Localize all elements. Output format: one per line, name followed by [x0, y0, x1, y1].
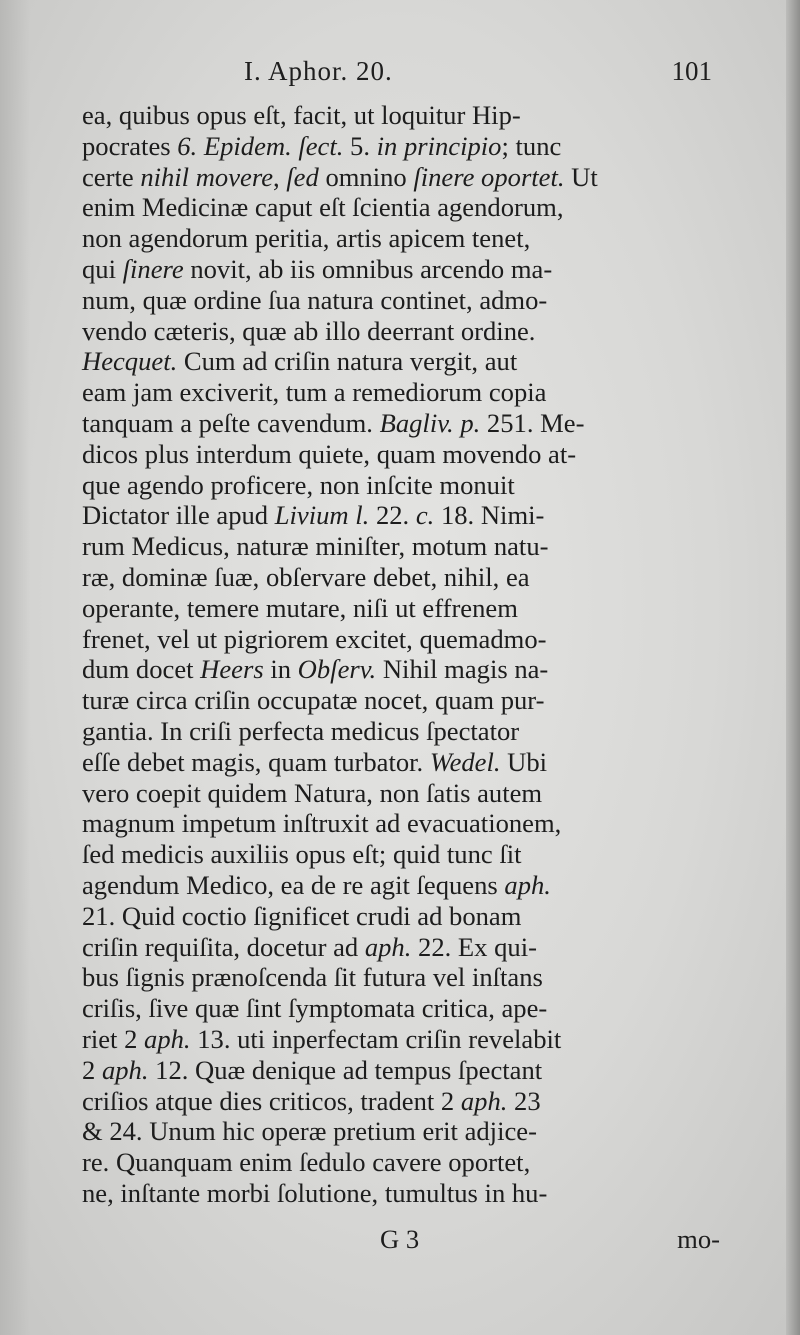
italic-text: ſinere oportet. [413, 161, 565, 192]
page-edge-shadow [0, 0, 30, 1335]
text-run: 23 [507, 1085, 541, 1116]
text-line [82, 439, 712, 470]
text-run: gantia. In criſi perfecta medicus ſpectator [82, 715, 520, 746]
text-line [82, 408, 712, 439]
text-run: qui [82, 253, 123, 284]
text-line [82, 932, 712, 963]
italic-text: ſed [286, 161, 319, 192]
text-run: Cum ad criſin natura vergit, aut [177, 346, 518, 377]
italic-text: Obſerv. [297, 654, 377, 685]
text-run: certe [82, 161, 141, 192]
italic-text: c. [415, 500, 435, 531]
italic-text: aph. [504, 869, 551, 900]
text-line [82, 562, 712, 593]
text-run: que agendo proficere, non inſcite monuit [82, 469, 515, 500]
text-run: criſios atque dies criticos, tradent 2 [82, 1085, 461, 1116]
body-text [82, 100, 712, 1209]
text-run: 22. Ex qui- [411, 931, 537, 962]
text-run: operante, temere mutare, niſi ut effrenem [82, 592, 518, 623]
italic-text: nihil movere [140, 161, 273, 192]
text-run: criſin requiſita, docetur ad [82, 931, 365, 962]
text-run: ne, inſtante morbi ſolutione, tumultus in hu- [82, 1177, 548, 1208]
text-run: 2 [82, 1054, 102, 1085]
text-line [82, 316, 712, 347]
text-line [82, 685, 712, 716]
italic-text: aph. [460, 1085, 508, 1116]
text-line [82, 285, 712, 316]
text-line [82, 254, 712, 285]
text-run: vero coepit quidem Natura, non ſatis autem [82, 777, 543, 808]
italic-text: aph. [144, 1023, 191, 1054]
text-run: riet 2 [82, 1023, 145, 1054]
text-line [82, 192, 712, 223]
text-line [82, 500, 712, 531]
text-run: dum docet [82, 654, 201, 685]
page-gutter [786, 0, 800, 1335]
text-line [82, 346, 712, 377]
text-line [82, 654, 712, 685]
text-line [82, 1147, 712, 1178]
text-run: non agendorum peritia, artis apicem tenet, [82, 223, 531, 254]
italic-text: Bagliv. p. [379, 407, 481, 438]
running-head: I. Aphor. 20. [244, 56, 393, 86]
text-line [82, 1178, 712, 1209]
text-run: eam jam exciverit, tum a remediorum copia [82, 377, 547, 408]
text-run: omnino [318, 161, 414, 192]
text-line [82, 162, 712, 193]
text-run: Ubi [500, 746, 548, 777]
text-run: novit, ab iis omnibus arcendo ma- [183, 253, 553, 284]
text-run: pocrates [82, 130, 178, 161]
text-line [82, 962, 712, 993]
page-header [80, 56, 716, 96]
text-line [82, 1086, 712, 1117]
text-run: re. Quanquam enim ſedulo cavere oportet, [82, 1147, 531, 1178]
text-run: ; tunc [501, 130, 562, 161]
text-run: 12. Quæ denique ad tempus ſpectant [148, 1054, 543, 1085]
text-line [82, 716, 712, 747]
text-line [82, 470, 712, 501]
text-run: & 24. Unum hic operæ pretium erit adjice- [82, 1116, 537, 1147]
text-line [82, 223, 712, 254]
text-run: 22. [369, 500, 416, 531]
text-line [82, 808, 712, 839]
text-line [82, 131, 712, 162]
text-run: turæ circa criſin occupatæ nocet, quam pur- [82, 685, 545, 716]
text-line [82, 778, 712, 809]
text-line [82, 901, 712, 932]
page-number: 101 [671, 56, 712, 86]
text-run: 13. uti inperfectam criſin revelabit [190, 1023, 562, 1054]
text-line [82, 747, 712, 778]
text-run: dicos plus interdum quiete, quam movendo at- [82, 438, 577, 469]
text-line [82, 624, 712, 655]
text-run: agendum Medico, ea de re agit ſequens [82, 869, 505, 900]
text-run: vendo cæteris, quæ ab illo deerrant ordine. [82, 315, 536, 346]
text-run: enim Medicinæ caput eſt ſcientia agendorum, [82, 192, 564, 223]
text-line [82, 839, 712, 870]
text-line [82, 1024, 712, 1055]
text-line [82, 1116, 712, 1147]
signature-mark: G 3 [380, 1224, 420, 1254]
text-run: 21. Quid coctio ſignificet crudi ad bonam [82, 900, 522, 931]
italic-text: Heers [200, 654, 264, 685]
text-run: , [273, 161, 287, 192]
text-run: num, quæ ordine ſua natura continet, admo- [82, 284, 548, 315]
text-run: 251. Me- [480, 407, 585, 438]
text-run: Nihil magis na- [376, 654, 549, 685]
text-run: magnum impetum inſtruxit ad evacuationem, [82, 808, 562, 839]
italic-text: aph. [101, 1054, 149, 1085]
text-run: 18. Nimi- [434, 500, 545, 531]
text-run: frenet, vel ut pigriorem excitet, quemadmo- [82, 623, 547, 654]
text-run: Ut [564, 161, 598, 192]
text-run: rum Medicus, naturæ miniſter, motum natu- [82, 531, 549, 562]
text-run: 5. [343, 130, 377, 161]
text-run: ſed medicis auxiliis opus eſt; quid tunc ſit [82, 839, 522, 870]
italic-text: ſinere [122, 253, 184, 284]
text-run: ea, quibus opus eſt, facit, ut loquitur Hip- [82, 100, 521, 130]
text-line [82, 377, 712, 408]
text-line [82, 593, 712, 624]
text-line [82, 100, 712, 131]
text-run: Dictator ille apud [82, 500, 275, 531]
text-run: bus ſignis prænoſcenda ſit futura vel inſtans [82, 962, 543, 993]
text-line [82, 531, 712, 562]
italic-text: aph. [364, 931, 412, 962]
text-line [82, 1055, 712, 1086]
italic-text: Hecquet. [82, 346, 178, 377]
italic-text: in principio [376, 130, 502, 161]
text-run: in [263, 654, 298, 685]
text-line [82, 870, 712, 901]
text-run: criſis, ſive quæ ſint ſymptomata critica, ape- [82, 993, 548, 1024]
italic-text: 6. Epidem. ſect. [177, 130, 344, 161]
text-run: tanquam a peſte cavendum. [82, 407, 380, 438]
italic-text: Wedel. [429, 746, 501, 777]
italic-text: Livium l. [274, 500, 370, 531]
page-footer [80, 1224, 720, 1258]
catchword: mo- [677, 1224, 720, 1254]
text-line [82, 993, 712, 1024]
text-run: ræ, dominæ ſuæ, obſervare debet, nihil, ea [82, 561, 530, 592]
text-run: eſſe debet magis, quam turbator. [82, 746, 430, 777]
